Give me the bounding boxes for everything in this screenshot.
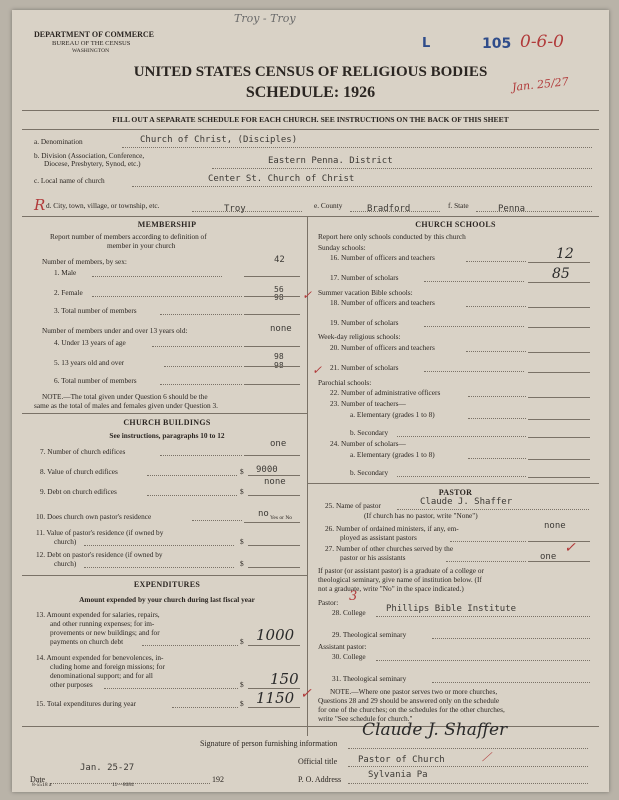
female-answer-line: [244, 296, 300, 297]
q20-answer-line: [528, 352, 590, 353]
city-value: Troy: [224, 204, 246, 214]
q16-label: 16. Number of officers and teachers: [330, 253, 435, 262]
q28-value: Phillips Bible Institute: [386, 604, 517, 614]
q9-answer-line: [248, 495, 300, 496]
red-check-5: ⟋: [482, 750, 491, 764]
q8-dollar: $: [240, 467, 244, 476]
official-title-label: Official title: [298, 757, 338, 766]
q15-dots: [172, 707, 238, 708]
buildings-bottom-rule: [22, 575, 307, 576]
schools-sub: Report here only schools conducted by this church: [318, 232, 466, 241]
stamp-letter: L: [422, 36, 431, 51]
q22-dots: [468, 396, 526, 397]
q16-answer-line: [528, 262, 590, 263]
male-answer-line: [244, 276, 300, 277]
print-number: 11—8684: [112, 782, 134, 788]
q14-line-2: cluding home and foreign missions; for: [50, 662, 165, 671]
total-age-dots: [160, 384, 242, 385]
q8-value: 9000: [256, 465, 278, 475]
q9-label: 9. Debt on church edifices: [40, 487, 117, 496]
total-answer-line: [244, 314, 300, 315]
red-date: Jan. 25/27: [511, 75, 570, 94]
q13-line-2: and other running expenses; for im-: [50, 619, 155, 628]
q20-label: 20. Number of officers and teachers: [330, 343, 435, 352]
under-13-dots: [152, 346, 242, 347]
body-bottom-rule: [22, 726, 599, 727]
city-name: WASHINGTON: [72, 48, 110, 54]
q12-label-2: church): [54, 559, 77, 568]
q19-answer-line: [528, 327, 590, 328]
q17-label: 17. Number of scholars: [330, 273, 399, 282]
q25-note: (If church has no pastor, write "None"): [364, 511, 478, 520]
pastor-note-4: write "See schedule for church.": [318, 714, 413, 723]
grad-note-1: If pastor (or assistant pastor) is a graduate of a college or: [318, 566, 484, 575]
division-label-1: b. Division (Association, Conference,: [34, 151, 145, 160]
q23b-dots: [397, 436, 526, 437]
date-label: Date: [30, 775, 46, 784]
po-address-value: Sylvania Pa: [368, 770, 428, 780]
q24b-answer-line: [528, 477, 590, 478]
q16-dots: [466, 261, 526, 262]
q26-dots: [450, 541, 526, 542]
q11-dots: [84, 545, 234, 546]
official-title-value: Pastor of Church: [358, 755, 445, 765]
total-age-label: 6. Total number of members: [54, 376, 137, 385]
census-schedule-sheet: [12, 10, 609, 792]
signature-value: Claude J. Shaffer: [362, 720, 508, 740]
q24b-label: b. Secondary: [350, 468, 389, 477]
q28-dots: [376, 616, 590, 617]
pastor-note-2: Questions 28 and 29 should be answered only on the schedule: [318, 696, 500, 705]
q28-label: 28. College: [332, 608, 366, 617]
total-members-label: 3. Total number of members: [54, 306, 137, 315]
q27-label-1: 27. Number of other churches served by the: [325, 544, 454, 553]
header-rule-2: [22, 129, 599, 130]
red-check-2: ✓: [312, 363, 323, 377]
q29-dots: [432, 638, 590, 639]
expenditures-heading: EXPENDITURES: [133, 580, 201, 589]
q15-dollar: $: [240, 699, 244, 708]
id-bottom-rule: [22, 216, 599, 217]
q20-dots: [466, 351, 526, 352]
q18-answer-line: [528, 307, 590, 308]
assistant-label: Assistant pastor:: [318, 642, 367, 651]
q22-label: 22. Number of administrative officers: [330, 388, 441, 397]
q25-value: Claude J. Shaffer: [420, 497, 513, 507]
pastor-note-3: for one of the churches; on the schedules for the other churches,: [318, 705, 505, 714]
q13-dollar: $: [240, 637, 244, 646]
q24a-dots: [468, 458, 526, 459]
q13-value: 1000: [256, 626, 295, 644]
membership-note-2: same as the total of males and females given under Question 3.: [34, 401, 218, 410]
denomination-value: Church of Christ, (Disciples): [140, 135, 298, 145]
q22-answer-line: [528, 397, 590, 398]
membership-bottom-rule: [22, 413, 307, 414]
division-value: Eastern Penna. District: [268, 156, 393, 166]
pencil-note: Troy - Troy: [234, 12, 296, 25]
local-name-line: [132, 186, 592, 187]
over-13-label: 5. 13 years old and over: [54, 358, 125, 367]
male-label: 1. Male: [54, 268, 77, 277]
signature-label: Signature of person furnishing information: [200, 739, 338, 748]
q26-value: none: [544, 521, 566, 531]
q10-label: 10. Does church own pastor's residence: [36, 512, 152, 521]
q23a-answer-line: [528, 419, 590, 420]
membership-intro-2: member in your church: [107, 241, 176, 250]
total-age-answer-line: [244, 384, 300, 385]
q27-answer-line: [528, 561, 590, 562]
q26-answer-line: [528, 541, 590, 542]
q14-line-4: other purposes: [50, 680, 93, 689]
male-dots: [92, 276, 222, 277]
members-by-age-value: none: [270, 324, 292, 334]
q8-answer-line: [248, 475, 300, 476]
q18-dots: [466, 306, 526, 307]
q11-answer-line: [248, 545, 300, 546]
q23-label: 23. Number of teachers—: [330, 399, 406, 408]
pastor-note-1: NOTE.—Where one pastor serves two or more churches,: [330, 687, 498, 696]
state-value: Penna: [498, 204, 526, 214]
q24a-answer-line: [528, 459, 590, 460]
sunday-label: Sunday schools:: [318, 243, 366, 252]
q13-answer-line: [248, 645, 300, 646]
q31-label: 31. Theological seminary: [332, 674, 407, 683]
q7-value: one: [270, 439, 287, 449]
membership-intro-1: Report number of members according to definition of: [50, 232, 207, 241]
q31-dots: [432, 682, 590, 683]
q17-answer-line: [528, 282, 590, 283]
q26-label-1: 26. Number of ordained ministers, if any, em-: [325, 524, 459, 533]
denomination-line: [122, 147, 592, 148]
q12-label-1: 12. Debt on pastor's residence (if owned by: [36, 550, 163, 559]
official-title-line: [348, 766, 588, 767]
members-by-sex-label: Number of members, by sex:: [42, 257, 127, 266]
q25-dots: [397, 509, 589, 510]
header-rule: [22, 110, 599, 111]
division-label-2: Diocese, Presbytery, Synod, etc.): [44, 159, 141, 168]
q24a-label: a. Elementary (grades 1 to 8): [350, 450, 435, 459]
grad-note-3: not a graduate, write "No" in the space indicated.): [318, 584, 464, 593]
weekday-label: Week-day religious schools:: [318, 332, 401, 341]
q27-dots: [446, 561, 526, 562]
signature-line: [348, 748, 588, 749]
q11-label-2: church): [54, 537, 77, 546]
date-year: 192: [212, 775, 224, 784]
county-label: e. County: [314, 201, 343, 210]
q27-value: one: [540, 552, 557, 562]
members-by-age-label: Number of members under and over 13 years old:: [42, 326, 188, 335]
pastor-heading: PASTOR: [438, 488, 473, 497]
q10-value: no: [258, 509, 269, 519]
parochial-label: Parochial schools:: [318, 378, 372, 387]
red-check-3: ✓: [300, 686, 312, 702]
red-code: 0-6-0: [520, 32, 564, 52]
city-label: d. City, town, village, or township, etc.: [46, 201, 160, 210]
q14-line-3: denominational support; and for all: [50, 671, 153, 680]
state-label: f. State: [448, 201, 469, 210]
q14-dots: [104, 688, 238, 689]
q9-value: none: [264, 477, 286, 487]
q8-dots: [147, 475, 237, 476]
red-check-4: ✓: [564, 540, 576, 556]
division-line: [212, 168, 592, 169]
city-line: [192, 211, 302, 212]
q7-label: 7. Number of church edifices: [40, 447, 126, 456]
q7-answer-line: [244, 455, 300, 456]
q9-dollar: $: [240, 487, 244, 496]
q10-hint: Yes or No: [270, 515, 293, 521]
q14-value: 150: [270, 670, 299, 688]
q12-dollar: $: [240, 559, 244, 568]
q13-line-4: payments on church debt: [50, 637, 124, 646]
members-male-value: 42: [274, 255, 285, 265]
membership-note-1: NOTE.—The total given under Question 6 should be the: [42, 392, 208, 401]
form-title: UNITED STATES CENSUS OF RELIGIOUS BODIES: [133, 64, 488, 80]
q21-dots: [424, 371, 524, 372]
county-value: Bradford: [367, 204, 411, 214]
q18-label: 18. Number of officers and teachers: [330, 298, 435, 307]
q8-label: 8. Value of church edifices: [40, 467, 118, 476]
q15-label: 15. Total expenditures during year: [36, 699, 137, 708]
form-instruction: FILL OUT A SEPARATE SCHEDULE FOR EACH CHURCH. SEE INSTRUCTIONS ON THE BACK OF THIS SHEET: [112, 115, 509, 124]
q17-value: 85: [552, 266, 570, 282]
q23b-answer-line: [528, 437, 590, 438]
schools-bottom-rule: [307, 483, 599, 484]
q11-dollar: $: [240, 537, 244, 546]
q11-label-1: 11. Value of pastor's residence (if owned by: [36, 528, 164, 537]
q26-label-2: ployed as assistant pastors: [340, 533, 417, 542]
q13-line-1: 13. Amount expended for salaries, repairs,: [36, 610, 160, 619]
red-r-mark: R: [34, 196, 46, 214]
buildings-sub: See instructions, paragraphs 10 to 12: [109, 431, 225, 440]
q24b-dots: [397, 476, 526, 477]
q25-label: 25. Name of pastor: [325, 501, 381, 510]
form-subtitle: SCHEDULE: 1926: [245, 84, 376, 101]
q13-line-3: provements or new buildings; and for: [50, 628, 160, 637]
q23a-dots: [468, 418, 526, 419]
female-label: 2. Female: [54, 288, 83, 297]
q12-dots: [84, 567, 234, 568]
q24-label: 24. Number of scholars—: [330, 439, 406, 448]
dept-name: DEPARTMENT OF COMMERCE: [34, 30, 155, 39]
po-address-line: [348, 783, 588, 784]
q12-answer-line: [248, 567, 300, 568]
q10-dots: [192, 520, 242, 521]
membership-heading: MEMBERSHIP: [137, 220, 197, 229]
pastor-sub-label: Pastor:: [318, 598, 339, 607]
q23b-label: b. Secondary: [350, 428, 389, 437]
q30-dots: [376, 660, 590, 661]
expenditures-sub: Amount expended by your church during last fiscal year: [79, 595, 255, 604]
q30-label: 30. College: [332, 652, 366, 661]
over-13-dots: [164, 366, 242, 367]
denomination-label: a. Denomination: [34, 137, 83, 146]
total-age-value: 98: [274, 361, 284, 370]
bureau-name: BUREAU OF THE CENSUS: [52, 40, 131, 47]
q21-label: 21. Number of scholars: [330, 363, 399, 372]
under-13-label: 4. Under 13 years of age: [54, 338, 126, 347]
local-name-label: c. Local name of church: [34, 176, 105, 185]
summer-label: Summer vacation Bible schools:: [318, 288, 413, 297]
q29-label: 29. Theological seminary: [332, 630, 407, 639]
q17-dots: [424, 281, 524, 282]
over-13-answer-line: [244, 366, 300, 367]
date-value: Jan. 25-27: [80, 763, 135, 773]
po-address-label: P. O. Address: [298, 775, 342, 784]
q15-answer-line: [248, 707, 300, 708]
q7-dots: [160, 455, 242, 456]
female-dots: [92, 296, 242, 297]
q19-dots: [424, 326, 524, 327]
local-name-value: Center St. Church of Christ: [208, 174, 355, 184]
q10-answer-line: [244, 522, 300, 523]
q19-label: 19. Number of scholars: [330, 318, 399, 327]
q27-label-2: pastor or his assistants: [340, 553, 406, 562]
schools-heading: CHURCH SCHOOLS: [415, 220, 496, 229]
red-check-1: ✓: [302, 288, 313, 302]
grad-note-2: theological seminary, give name of institution below. (If: [318, 575, 482, 584]
q16-value: 12: [556, 246, 574, 262]
buildings-heading: CHURCH BUILDINGS: [123, 418, 211, 427]
q21-answer-line: [528, 372, 590, 373]
q14-line-1: 14. Amount expended for benevolences, in-: [36, 653, 164, 662]
female-value: 56: [274, 285, 284, 294]
under-13-answer-line: [244, 346, 300, 347]
q15-value: 1150: [256, 689, 295, 707]
q23a-label: a. Elementary (grades 1 to 8): [350, 410, 435, 419]
pastor-red-mark: 3: [349, 589, 358, 604]
over-13-value: 98: [274, 352, 284, 361]
stamp-number: 105: [482, 36, 512, 52]
total-dots: [160, 314, 242, 315]
q9-dots: [147, 495, 237, 496]
q13-dots: [142, 645, 238, 646]
q14-dollar: $: [240, 680, 244, 689]
form-number: 8-5518 a: [32, 782, 52, 788]
total-members-value: 98: [274, 293, 284, 302]
state-line: [476, 211, 592, 212]
